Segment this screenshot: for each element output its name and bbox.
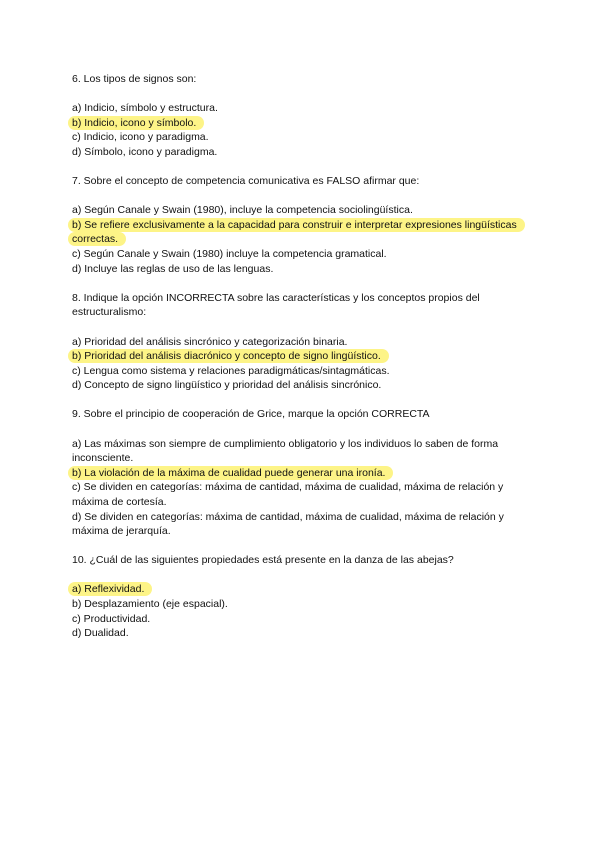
option-text: d) Símbolo, icono y paradigma. (72, 145, 218, 158)
option-c (72, 612, 542, 627)
option-list (72, 203, 542, 276)
question-10 (72, 553, 542, 641)
option-a-highlighted (72, 582, 542, 597)
option-b (72, 597, 542, 612)
option-text: c) Según Canale y Swain (1980) incluye la competencia gramatical. (72, 248, 387, 261)
question-text: 10. ¿Cuál de las siguientes propiedades está presente en la danza de las abejas? (72, 554, 454, 567)
question-8 (72, 291, 542, 393)
question-9 (72, 407, 542, 538)
option-text: a) Según Canale y Swain (1980), incluye la competencia sociolingüística. (72, 204, 413, 217)
option-text: c) Indicio, icono y paradigma. (72, 131, 209, 144)
option-list (72, 437, 542, 539)
question-7 (72, 174, 542, 276)
question-6 (72, 72, 542, 160)
option-b-highlighted (72, 466, 542, 481)
option-d (72, 626, 542, 641)
option-b-highlighted (72, 349, 542, 364)
option-text: d) Dualidad. (72, 627, 129, 640)
option-text: d) Incluye las reglas de uso de las lenguas. (72, 262, 274, 275)
option-text: d) Se dividen en categorías: máxima de cantidad, máxima de cualidad, máxima de relación y máxima de jerarquía. (72, 510, 504, 538)
option-d (72, 378, 542, 393)
option-list (72, 582, 542, 640)
option-text: b) Prioridad del análisis diacrónico y concepto de signo lingüístico. (68, 349, 389, 363)
option-list (72, 101, 542, 159)
question-text: 6. Los tipos de signos son: (72, 73, 197, 85)
option-text: a) Indicio, símbolo y estructura. (72, 102, 218, 115)
option-d (72, 510, 542, 539)
option-text: b) Se refiere exclusivamente a la capacidad para construir e interpretar expresiones lingüísticas correctas. (68, 218, 525, 247)
option-d (72, 262, 542, 277)
question-text: 7. Sobre el concepto de competencia comunicativa es FALSO afirmar que: (72, 175, 420, 188)
option-text: c) Se dividen en categorías: máxima de cantidad, máxima de cualidad, máxima de relación y máxima de cortesía. (72, 481, 504, 508)
option-c (72, 130, 542, 145)
option-b-highlighted (72, 218, 542, 247)
option-a (72, 335, 542, 350)
option-c (72, 480, 542, 509)
option-text: c) Productividad. (72, 612, 151, 625)
option-a (72, 437, 542, 466)
option-d (72, 145, 542, 160)
option-c (72, 364, 542, 379)
option-c (72, 247, 542, 262)
option-text: b) Indicio, icono y símbolo. (68, 116, 204, 130)
option-a (72, 203, 542, 218)
option-a (72, 101, 542, 116)
option-b-highlighted (72, 116, 542, 131)
option-text: d) Concepto de signo lingüístico y prioridad del análisis sincrónico. (72, 379, 382, 392)
option-text: a) Las máximas son siempre de cumplimiento obligatorio y los individuos lo saben de forma inconsciente. (72, 437, 499, 465)
question-text: 8. Indique la opción INCORRECTA sobre las características y los conceptos propios del estructuralismo: (72, 291, 480, 319)
option-list (72, 335, 542, 393)
option-text: c) Lengua como sistema y relaciones paradigmáticas/sintagmáticas. (72, 364, 390, 377)
option-text: b) Desplazamiento (eje espacial). (72, 598, 228, 610)
option-text: a) Reflexividad. (68, 582, 152, 596)
option-text: a) Prioridad del análisis sincrónico y categorización binaria. (72, 335, 348, 348)
document-page (72, 72, 542, 655)
question-text: 9. Sobre el principio de cooperación de Grice, marque la opción CORRECTA (72, 408, 430, 421)
option-text: b) La violación de la máxima de cualidad puede generar una ironía. (68, 466, 393, 480)
